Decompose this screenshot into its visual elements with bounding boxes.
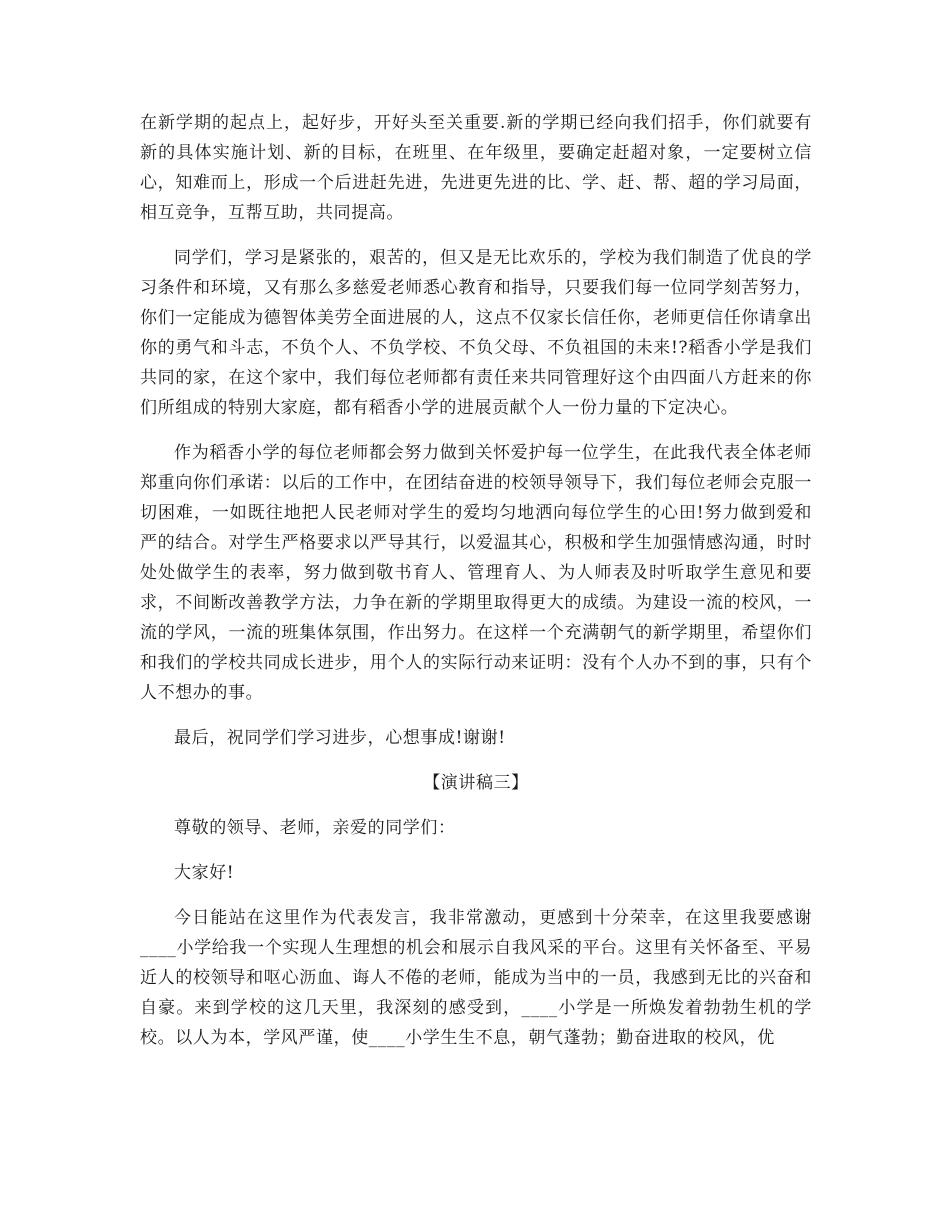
paragraph-2: 同学们，学习是紧张的，艰苦的，但又是无比欢乐的，学校为我们制造了优良的学习条件和环境，又有那么多慈爱老师悉心教育和指导，只要我们每一位同学刻苦努力，你们一定能成为德智体美劳全面进展的人，这点不仅家长信任你，老师更信任你请拿出你的勇气和斗志，不负个人、不负学校、不负父母、不负祖国的未来!?稻香小学是我们共同的家，在这个家中，我们每位老师都有责任来共同管理好这个由四面八方赶来的你们所组成的特别大家庭，都有稻香小学的进展贡献个人一份力量的下定决心。 bbox=[140, 248, 812, 418]
section-heading: 【演讲稿三】 bbox=[423, 773, 529, 793]
paragraph-5: 今日能站在这里作为代表发言，我非常激动，更感到十分荣幸，在这里我要感谢____小学给我一个实现人生理想的机会和展示自我风采的平台。这里有关怀备至、平易近人的校领导和呕心沥血、诲人不倦的老师，能成为当中的一员，我感到无比的兴奋和自豪。来到学校的这几天里，我深刻的感受到，____小学是一所焕发着勃勃生机的学校。以人为本，学风严谨，使____小学生生不息，朝气蓬勃；勤奋进取的校风，优 bbox=[140, 908, 812, 1048]
paragraph-3: 作为稻香小学的每位老师都会努力做到关怀爱护每一位学生，在此我代表全体老师郑重向你们承诺：以后的工作中，在团结奋进的校领导领导下，我们每位老师会克服一切困难，一如既往地把人民老师对学生的爱均匀地洒向每位学生的心田!努力做到爱和严的结合。对学生严格要求以严导其行，以爱温其心，积极和学生加强情感沟通，时时处处做学生的表率，努力做到敬书育人、管理育人、为人师表及时听取学生意见和要求，不间断改善教学方法，力争在新的学期里取得更大的成绩。为建设一流的校风，一流的学风，一流的班集体氛围，作出努力。在这样一个充满朝气的新学期里，希望你们和我们的学校共同成长进步，用个人的实际行动来证明：没有个人办不到的事，只有个人不想办的事。 bbox=[140, 443, 812, 703]
greeting: 尊敬的领导、老师，亲爱的同学们： bbox=[174, 818, 456, 838]
document-page bbox=[140, 108, 812, 1068]
hello-line: 大家好! bbox=[174, 863, 235, 883]
paragraph-4: 最后，祝同学们学习进步，心想事成!谢谢! bbox=[174, 728, 506, 748]
paragraph-1: 在新学期的起点上，起好步，开好头至关重要.新的学期已经向我们招手，你们就要有新的具体实施计划、新的目标，在班里、在年级里，要确定赶超对象，一定要树立信心，知难而上，形成一个后进赶先进，先进更先进的比、学、赶、帮、超的学习局面，相互竞争，互帮互助，共同提高。 bbox=[140, 113, 812, 223]
